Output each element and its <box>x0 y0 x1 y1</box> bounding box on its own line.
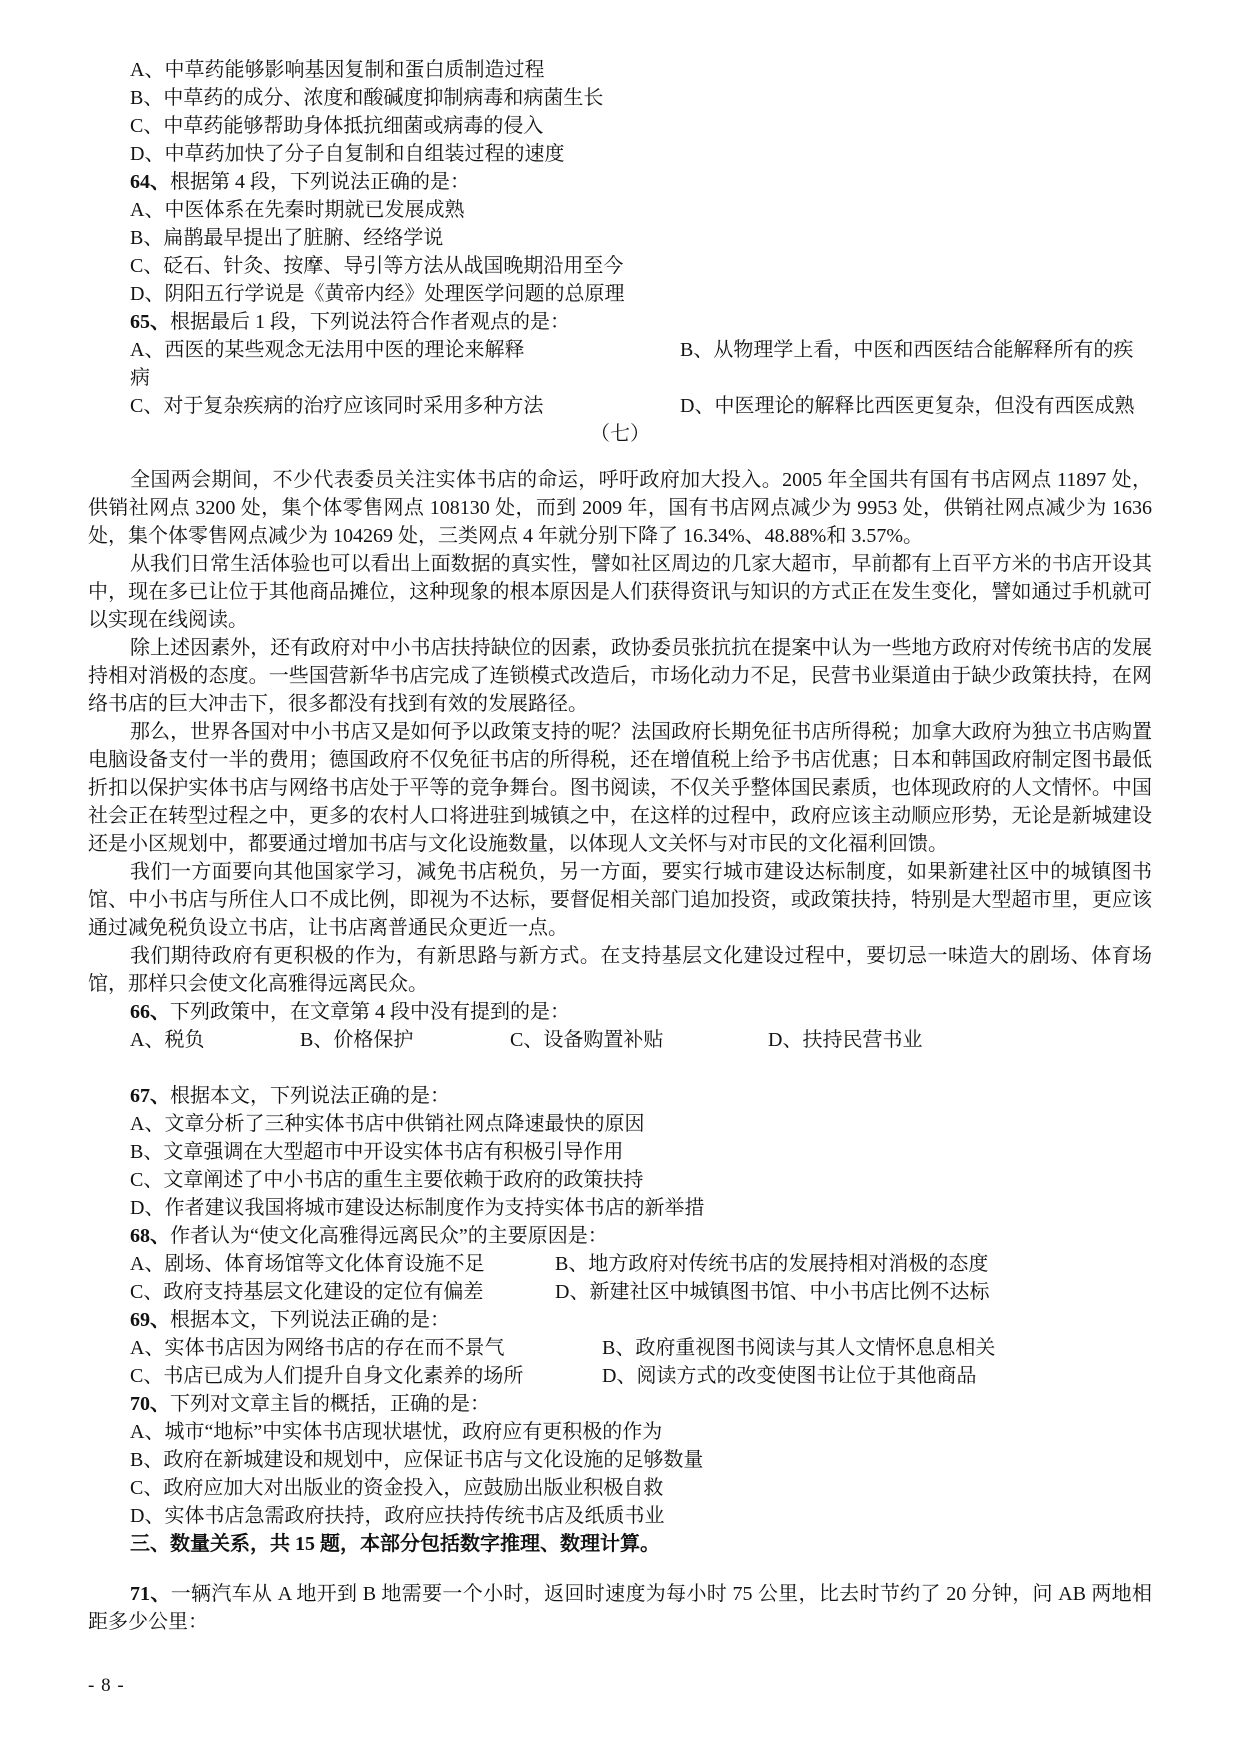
option-67-c: C、文章阐述了中小书店的重生主要依赖于政府的政策扶持 <box>130 1169 644 1191</box>
option-68-b: B、地方政府对传统书店的发展持相对消极的态度 <box>555 1253 989 1275</box>
question-66-number: 66、 <box>130 1001 170 1023</box>
passage-paragraph-5: 我们一方面要向其他国家学习，减免书店税负，另一方面，要实行城市建设达标制度，如果新建社区中的城镇图书馆、中小书店与所住人口不成比例，即视为不达标，要督促相关部门追加投资，或政策扶持，特别是大型超市里，更应该通过减免税负设立书店，让书店离普通民众更近一点。 <box>88 861 1152 939</box>
question-64-stem <box>88 168 1152 196</box>
option-row <box>88 1250 1152 1278</box>
question-68 <box>88 1222 1152 1306</box>
option-68-c: C、政府支持基层文化建设的定位有偏差 <box>130 1281 484 1303</box>
option-70-a: A、城市“地标”中实体书店现状堪忧，政府应有更积极的作为 <box>130 1421 663 1443</box>
option-row <box>88 1334 1152 1362</box>
spacer <box>88 1054 1152 1082</box>
question-68-stem <box>88 1222 1152 1250</box>
option-63-a: A、中草药能够影响基因复制和蛋白质制造过程 <box>130 59 545 81</box>
option-66-a: A、税负 <box>130 1029 205 1051</box>
question-65-stem <box>88 308 1152 336</box>
option-row <box>88 1278 1152 1306</box>
option-64-b: B、扁鹊最早提出了脏腑、经络学说 <box>130 227 444 249</box>
passage-marker: （七） <box>590 423 650 445</box>
question-66 <box>88 998 1152 1054</box>
option-69-b: B、政府重视图书阅读与其人文情怀息息相关 <box>602 1337 996 1359</box>
passage-paragraph-2: 从我们日常生活体验也可以看出上面数据的真实性，譬如社区周边的几家大超市，早前都有上百平方米的书店开设其中，现在多已让位于其他商品摊位，这种现象的根本原因是人们获得资讯与知识的方式正在发生变化，譬如通过手机就可以实现在线阅读。 <box>88 553 1152 631</box>
option-66-c: C、设备购置补贴 <box>510 1029 664 1051</box>
question-67-text: 根据本文，下列说法正确的是： <box>170 1085 450 1107</box>
question-70-text: 下列对文章主旨的概括，正确的是： <box>170 1393 490 1415</box>
option-63-d: D、中草药加快了分子自复制和自组装过程的速度 <box>130 143 565 165</box>
question-69-text: 根据本文，下列说法正确的是： <box>170 1309 450 1331</box>
option-67-b: B、文章强调在大型超市中开设实体书店有积极引导作用 <box>130 1141 624 1163</box>
question-71-text: 一辆汽车从 A 地开到 B 地需要一个小时，返回时速度为每小时 75 公里，比去时节约了 20 分钟，问 AB 两地相距多少公里： <box>88 1583 1153 1633</box>
option-63-b: B、中草药的成分、浓度和酸碱度抑制病毒和病菌生长 <box>130 87 604 109</box>
question-69-number: 69、 <box>130 1309 170 1331</box>
question-65-number: 65、 <box>130 311 170 333</box>
question-64-number: 64、 <box>130 171 170 193</box>
option-66-b: B、价格保护 <box>300 1029 414 1051</box>
question-68-text: 作者认为“使文化高雅得远离民众”的主要原因是： <box>170 1225 608 1247</box>
option-69-d: D、阅读方式的改变使图书让位于其他商品 <box>602 1365 977 1387</box>
option-63-c: C、中草药能够帮助身体抵抗细菌或病毒的侵入 <box>130 115 544 137</box>
option-row <box>88 1026 1152 1054</box>
question-71-number: 71、 <box>130 1583 171 1605</box>
option-70-d: D、实体书店急需政府扶持，政府应扶持传统书店及纸质书业 <box>130 1505 665 1527</box>
question-66-stem <box>88 998 1152 1026</box>
question-71 <box>88 1580 1152 1636</box>
option-68-a: A、剧场、体育场馆等文化体育设施不足 <box>130 1253 485 1275</box>
option-64-c: C、砭石、针灸、按摩、导引等方法从战国晚期沿用至今 <box>130 255 624 277</box>
section-heading-quantitative: 三、数量关系，共 15 题，本部分包括数字推理、数理计算。 <box>130 1533 660 1555</box>
question-70-number: 70、 <box>130 1393 170 1415</box>
option-70-b: B、政府在新城建设和规划中，应保证书店与文化设施的足够数量 <box>130 1449 704 1471</box>
question-67-stem <box>88 1082 1152 1110</box>
option-64-d: D、阴阳五行学说是《黄帝内经》处理医学问题的总原理 <box>130 283 625 305</box>
passage-paragraph-1: 全国两会期间，不少代表委员关注实体书店的命运，呼吁政府加大投入。2005 年全国共有国有书店网点 11897 处，供销社网点 3200 处，集个体零售网点 108130 处，而到 2009 年，国有书店网点减少为 9953 处，供销社网点减少为 1636 处，集个体零售网点减少为 104269 处，三类网点 4 年就分别下降了 16.34%、48.88%和 3.57%。 <box>88 469 1152 547</box>
option-row <box>88 392 1152 420</box>
question-68-number: 68、 <box>130 1225 170 1247</box>
option-64-a: A、中医体系在先秦时期就已发展成熟 <box>130 199 465 221</box>
question-69 <box>88 1306 1152 1390</box>
question-67-number: 67、 <box>130 1085 170 1107</box>
page-number: - 8 - <box>88 1675 125 1696</box>
option-68-d: D、新建社区中城镇图书馆、中小书店比例不达标 <box>555 1281 990 1303</box>
question-69-stem <box>88 1306 1152 1334</box>
option-67-d: D、作者建议我国将城市建设达标制度作为支持实体书店的新举措 <box>130 1197 705 1219</box>
question-65 <box>88 308 1152 420</box>
passage-body <box>88 466 1152 998</box>
question-67 <box>88 1082 1152 1222</box>
option-65-d: D、中医理论的解释比西医更复杂，但没有西医成熟 <box>680 395 1135 417</box>
option-row <box>88 336 1152 392</box>
option-67-a: A、文章分析了三种实体书店中供销社网点降速最快的原因 <box>130 1113 645 1135</box>
question-66-text: 下列政策中，在文章第 4 段中没有提到的是： <box>170 1001 570 1023</box>
option-65-a: A、西医的某些观念无法用中医的理论来解释 <box>130 339 525 361</box>
question-64 <box>88 168 1152 308</box>
spacer <box>88 1558 1152 1580</box>
passage-paragraph-6: 我们期待政府有更积极的作为，有新思路与新方式。在支持基层文化建设过程中，要切忌一味造大的剧场、体育场馆，那样只会使文化高雅得远离民众。 <box>88 945 1152 995</box>
passage-paragraph-3: 除上述因素外，还有政府对中小书店扶持缺位的因素，政协委员张抗抗在提案中认为一些地方政府对传统书店的发展持相对消极的态度。一些国营新华书店完成了连锁模式改造后，市场化动力不足，民营书业渠道由于缺少政策扶持，在网络书店的巨大冲击下，很多都没有找到有效的发展路径。 <box>88 637 1152 715</box>
option-65-b: B、从物理学上看，中医和西医结合能解释所有的疾病 <box>130 339 1134 389</box>
option-70-c: C、政府应加大对出版业的资金投入，应鼓励出版业积极自救 <box>130 1477 664 1499</box>
passage-paragraph-4: 那么，世界各国对中小书店又是如何予以政策支持的呢？法国政府长期免征书店所得税；加拿大政府为独立书店购置电脑设备支付一半的费用；德国政府不仅免征书店的所得税，还在增值税上给予书店优惠；日本和韩国政府制定图书最低折扣以保护实体书店与网络书店处于平等的竞争舞台。图书阅读，不仅关乎整体国民素质，也体现政府的人文情怀。中国社会正在转型过程之中，更多的农村人口将进驻到城镇之中，在这样的过程中，政府应该主动顺应形势，无论是新城建设还是小区规划中，都要通过增加书店与文化设施数量，以体现人文关怀与对市民的文化福利回馈。 <box>88 721 1152 855</box>
option-66-d: D、扶持民营书业 <box>768 1029 923 1051</box>
question-70 <box>88 1390 1152 1530</box>
question-63-options <box>88 56 1152 168</box>
option-69-c: C、书店已成为人们提升自身文化素养的场所 <box>130 1365 524 1387</box>
option-65-c: C、对于复杂疾病的治疗应该同时采用多种方法 <box>130 395 544 417</box>
option-row <box>88 1362 1152 1390</box>
option-69-a: A、实体书店因为网络书店的存在而不景气 <box>130 1337 505 1359</box>
question-65-text: 根据最后 1 段，下列说法符合作者观点的是： <box>170 311 570 333</box>
question-64-text: 根据第 4 段，下列说法正确的是： <box>170 171 470 193</box>
question-70-stem <box>88 1390 1152 1418</box>
